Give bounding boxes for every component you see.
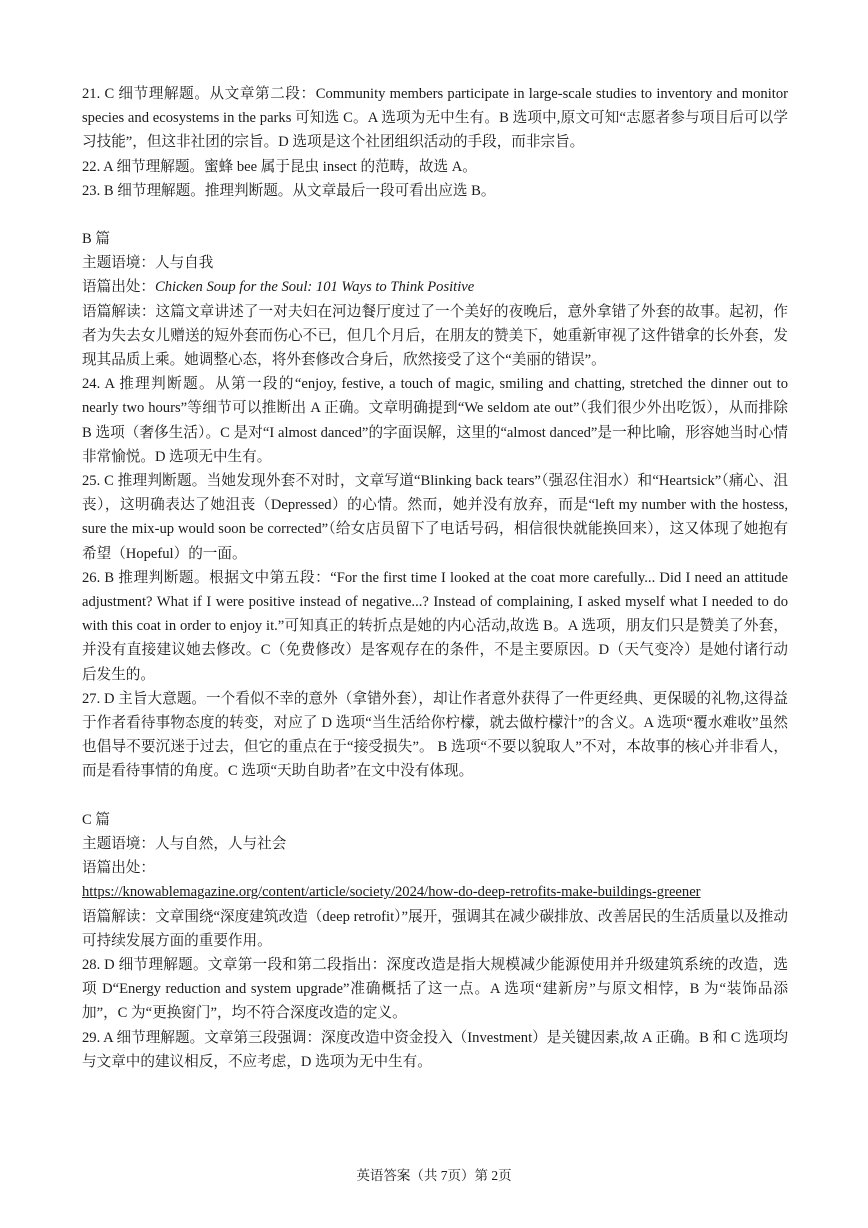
answer-26: 26. B 推理判断题。根据文中第五段：“For the first time I looked at the coat more carefully... Did I need an attitude adjustment? What if I were positive instead of negative...? Instead of complaining, I asked myself what I needed to do with this coat in order to enjoy it.”可知真正的转折点是她的内心活动,故选 B。A 选项，朋友们只是赞美了外套，并没有直接建议她去修改。C（免费修改）是客观存在的条件，不是主要原因。D（天气变冷）是她付诸行动后发生的。 [82,569,788,683]
answer-27: 27. D 主旨大意题。一个看似不幸的意外（拿错外套），却让作者意外获得了一件更经典、更保暖的礼物,这得益于作者看待事物态度的转变，对应了 D 选项“当生活给你柠檬，就去做柠檬汁”的含义。A 选项“覆水难收”虽然也倡导不要沉迷于过去，但它的重点在于“接受损失”。 B 选项“不要以貌取人”不对，本故事的核心并非看人，而是看待事情的角度。C 选项“天助自助者”在文中没有体现。 [82,690,788,780]
section-b-theme: 主题语境：人与自我 [82,255,214,272]
section-gap [82,784,788,808]
section-b-analysis: 语篇解读：这篇文章讲述了一对夫妇在河边餐厅度过了一个美好的夜晚后，意外拿错了外套的故事。起初，作者为失去女儿赠送的短外套而伤心不已，但几个月后，在朋友的赞美下，她重新审视了这件错拿的长外套，发现其品质上乘。她调整心态，将外套修改合身后，欣然接受了这个“美丽的错误”。 [82,303,788,369]
answer-page [82,82,788,1074]
page-footer: 英语答案（共 7页）第 2页 [356,1168,512,1183]
section-c-source-line [82,880,788,904]
answer-24: 24. A 推理判断题。从第一段的“enjoy, festive, a touch of magic, smiling and chatting, stretched the dinner out to nearly two hours”等细节可以推断出 A 正确。文章明确提到“We seldom ate out”（我们很少外出吃饭），从而排除 B 选项（奢侈生活）。C 是对“I almost danced”的字面误解，这里的“almost danced”是一种比喻，形容她当时心情非常愉悦。D 选项无中生有。 [82,376,788,465]
source-label: 语篇出处： [82,279,155,296]
section-b-title: B 篇 [82,231,110,248]
section-c-source-label: 语篇出处： [82,860,155,877]
section-c-title: C 篇 [82,811,110,828]
answer-21: 21. C 细节理解题。从文章第二段：Community members participate in large-scale studies to inventory and monitor species and ecosystems in the parks 可知选 C。A 选项为无中生有。B 选项中,原文可知“志愿者参与项目后可以学习技能”，但这非社团的宗旨。D 选项是这个社团组织活动的手段，而非宗旨。 [82,86,788,151]
section-b-source [82,275,788,299]
answer-23: 23. B 细节理解题。推理判断题。从文章最后一段可看出应选 B。 [82,182,496,199]
answer-25: 25. C 推理判断题。当她发现外套不对时，文章写道“Blinking back tears”（强忍住泪水）和“Heartsick”（痛心、沮丧），这明确表达了她沮丧（Depressed）的心情。然而，她并没有放弃，而是“left my number with the hostess, sure the mix-up would soon be corrected”（给女店员留下了电话号码，相信很快就能换回来），这又体现了她抱有希望（Hopeful）的一面。 [82,473,788,562]
answer-22: 22. A 细节理解题。蜜蜂 bee 属于昆虫 insect 的范畴，故选 A。 [82,158,477,175]
section-c-analysis: 语篇解读：文章围绕“深度建筑改造（deep retrofit）”展开，强调其在减少碳排放、改善居民的生活质量以及推动可持续发展方面的重要作用。 [82,908,788,949]
source-link[interactable]: https://knowablemagazine.org/content/article/society/2024/how-do-deep-retrofits-make-buildings-greener [82,884,701,901]
answer-29: 29. A 细节理解题。文章第三段强调：深度改造中资金投入（Investment）是关键因素,故 A 正确。B 和 C 选项均与文章中的建议相反，不应考虑，D 选项为无中生有。 [82,1029,788,1070]
section-gap [82,203,788,227]
answer-28: 28. D 细节理解题。文章第一段和第二段指出：深度改造是指大规模减少能源使用并升级建筑系统的改造，选项 D“Energy reduction and system upgrade”准确概括了这一点。A 选项“建新房”与原文相悖，B 为“装饰品添加”，C 为“更换窗门”，均不符合深度改造的定义。 [82,956,788,1022]
section-c-theme: 主题语境：人与自然，人与社会 [82,835,287,852]
source-title: Chicken Soup for the Soul: 101 Ways to Think Positive [154,279,475,296]
